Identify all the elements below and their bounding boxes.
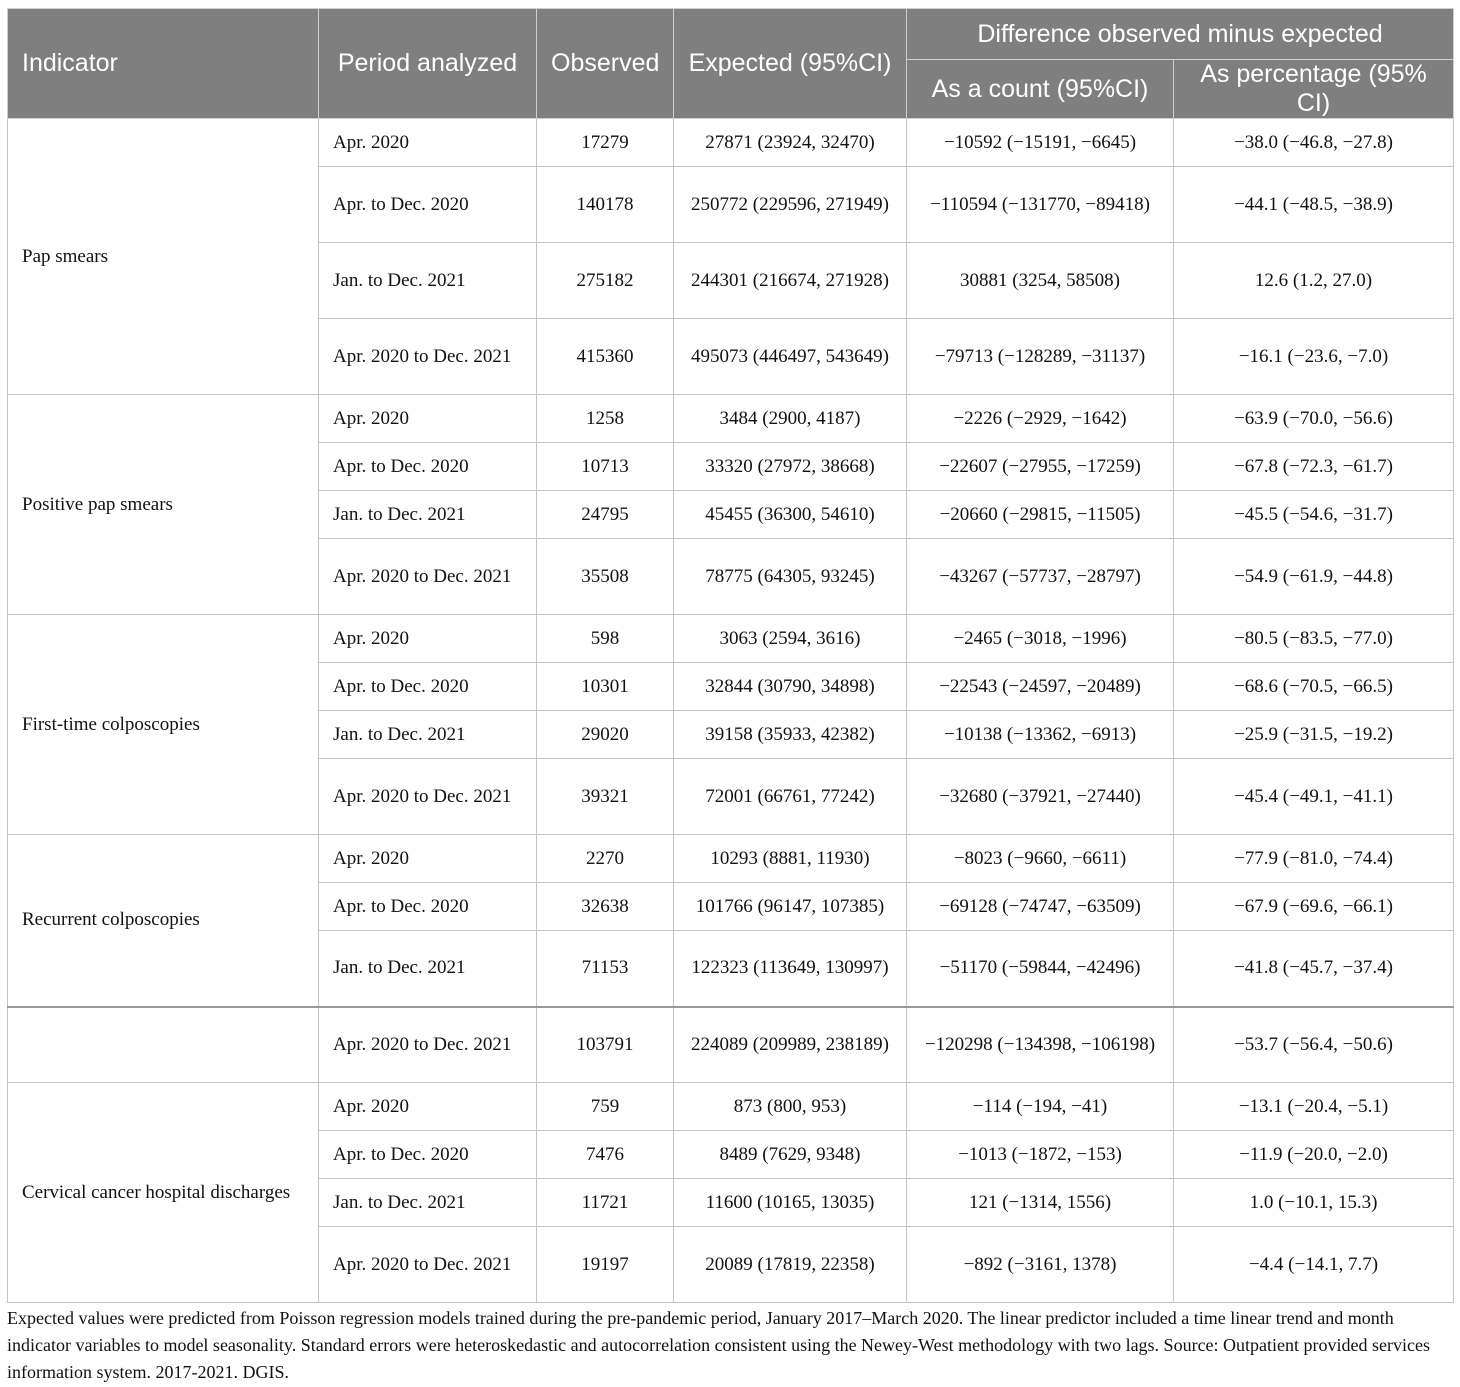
table-row xyxy=(8,615,1454,663)
period-cell: Apr. 2020 to Dec. 2021 xyxy=(319,759,537,835)
expected-cell: 33320 (27972, 38668) xyxy=(674,443,907,491)
expected-cell: 72001 (66761, 77242) xyxy=(674,759,907,835)
period-cell: Jan. to Dec. 2021 xyxy=(319,931,537,1007)
period-cell: Apr. 2020 xyxy=(319,119,537,167)
indicator-empty-cell xyxy=(8,1007,319,1083)
table-row xyxy=(8,119,1454,167)
period-cell: Apr. to Dec. 2020 xyxy=(319,443,537,491)
count-cell: −110594 (−131770, −89418) xyxy=(907,167,1174,243)
expected-cell: 78775 (64305, 93245) xyxy=(674,539,907,615)
percentage-cell: −16.1 (−23.6, −7.0) xyxy=(1174,319,1454,395)
table-row xyxy=(8,395,1454,443)
period-cell: Apr. to Dec. 2020 xyxy=(319,663,537,711)
observed-cell: 7476 xyxy=(537,1131,674,1179)
expected-cell: 32844 (30790, 34898) xyxy=(674,663,907,711)
indicator-pap-smears: Pap smears xyxy=(8,119,319,395)
period-cell: Apr. 2020 xyxy=(319,1083,537,1131)
period-cell: Apr. 2020 to Dec. 2021 xyxy=(319,1227,537,1303)
period-cell: Apr. to Dec. 2020 xyxy=(319,167,537,243)
header-count: As a count (95%CI) xyxy=(907,60,1174,119)
observed-cell: 759 xyxy=(537,1083,674,1131)
count-cell: −2226 (−2929, −1642) xyxy=(907,395,1174,443)
count-cell: −32680 (−37921, −27440) xyxy=(907,759,1174,835)
count-cell: −79713 (−128289, −31137) xyxy=(907,319,1174,395)
observed-cell: 275182 xyxy=(537,243,674,319)
expected-cell: 10293 (8881, 11930) xyxy=(674,835,907,883)
header-percentage: As percentage (95% CI) xyxy=(1174,60,1454,119)
count-cell: −10138 (−13362, −6913) xyxy=(907,711,1174,759)
percentage-cell: −25.9 (−31.5, −19.2) xyxy=(1174,711,1454,759)
percentage-cell: −53.7 (−56.4, −50.6) xyxy=(1174,1007,1454,1083)
count-cell: 121 (−1314, 1556) xyxy=(907,1179,1174,1227)
header-difference: Difference observed minus expected xyxy=(907,9,1454,60)
expected-cell: 224089 (209989, 238189) xyxy=(674,1007,907,1083)
percentage-cell: −68.6 (−70.5, −66.5) xyxy=(1174,663,1454,711)
percentage-cell: −13.1 (−20.4, −5.1) xyxy=(1174,1083,1454,1131)
percentage-cell: 12.6 (1.2, 27.0) xyxy=(1174,243,1454,319)
percentage-cell: −11.9 (−20.0, −2.0) xyxy=(1174,1131,1454,1179)
expected-cell: 39158 (35933, 42382) xyxy=(674,711,907,759)
table-row xyxy=(8,835,1454,883)
observed-cell: 24795 xyxy=(537,491,674,539)
expected-cell: 244301 (216674, 271928) xyxy=(674,243,907,319)
period-cell: Jan. to Dec. 2021 xyxy=(319,711,537,759)
results-table-container xyxy=(7,8,1453,1303)
table-row xyxy=(8,1007,1454,1083)
period-cell: Apr. 2020 xyxy=(319,615,537,663)
period-cell: Apr. 2020 xyxy=(319,835,537,883)
observed-cell: 39321 xyxy=(537,759,674,835)
observed-cell: 415360 xyxy=(537,319,674,395)
percentage-cell: −41.8 (−45.7, −37.4) xyxy=(1174,931,1454,1007)
expected-cell: 3484 (2900, 4187) xyxy=(674,395,907,443)
expected-cell: 8489 (7629, 9348) xyxy=(674,1131,907,1179)
period-cell: Apr. 2020 xyxy=(319,395,537,443)
observed-cell: 140178 xyxy=(537,167,674,243)
table-row xyxy=(8,1083,1454,1131)
expected-cell: 250772 (229596, 271949) xyxy=(674,167,907,243)
period-cell: Apr. to Dec. 2020 xyxy=(319,1131,537,1179)
count-cell: −22543 (−24597, −20489) xyxy=(907,663,1174,711)
observed-cell: 11721 xyxy=(537,1179,674,1227)
expected-cell: 873 (800, 953) xyxy=(674,1083,907,1131)
indicator-cervical-cancer-discharges: Cervical cancer hospital discharges xyxy=(8,1083,319,1303)
percentage-cell: −67.9 (−69.6, −66.1) xyxy=(1174,883,1454,931)
observed-cell: 71153 xyxy=(537,931,674,1007)
percentage-cell: −44.1 (−48.5, −38.9) xyxy=(1174,167,1454,243)
period-cell: Apr. to Dec. 2020 xyxy=(319,883,537,931)
percentage-cell: −80.5 (−83.5, −77.0) xyxy=(1174,615,1454,663)
percentage-cell: −67.8 (−72.3, −61.7) xyxy=(1174,443,1454,491)
count-cell: −8023 (−9660, −6611) xyxy=(907,835,1174,883)
count-cell: −22607 (−27955, −17259) xyxy=(907,443,1174,491)
header-period: Period analyzed xyxy=(319,9,537,119)
header-observed: Observed xyxy=(537,9,674,119)
results-table xyxy=(7,8,1454,1303)
observed-cell: 19197 xyxy=(537,1227,674,1303)
expected-cell: 495073 (446497, 543649) xyxy=(674,319,907,395)
observed-cell: 32638 xyxy=(537,883,674,931)
expected-cell: 122323 (113649, 130997) xyxy=(674,931,907,1007)
percentage-cell: 1.0 (−10.1, 15.3) xyxy=(1174,1179,1454,1227)
period-cell: Jan. to Dec. 2021 xyxy=(319,491,537,539)
count-cell: −43267 (−57737, −28797) xyxy=(907,539,1174,615)
period-cell: Jan. to Dec. 2021 xyxy=(319,243,537,319)
header-expected: Expected (95%CI) xyxy=(674,9,907,119)
observed-cell: 2270 xyxy=(537,835,674,883)
observed-cell: 1258 xyxy=(537,395,674,443)
percentage-cell: −45.4 (−49.1, −41.1) xyxy=(1174,759,1454,835)
observed-cell: 103791 xyxy=(537,1007,674,1083)
count-cell: −20660 (−29815, −11505) xyxy=(907,491,1174,539)
count-cell: −1013 (−1872, −153) xyxy=(907,1131,1174,1179)
count-cell: −120298 (−134398, −106198) xyxy=(907,1007,1174,1083)
observed-cell: 29020 xyxy=(537,711,674,759)
indicator-first-time-colposcopies: First-time colposcopies xyxy=(8,615,319,835)
period-cell: Apr. 2020 to Dec. 2021 xyxy=(319,1007,537,1083)
count-cell: −114 (−194, −41) xyxy=(907,1083,1174,1131)
observed-cell: 17279 xyxy=(537,119,674,167)
percentage-cell: −4.4 (−14.1, 7.7) xyxy=(1174,1227,1454,1303)
observed-cell: 10301 xyxy=(537,663,674,711)
count-cell: −892 (−3161, 1378) xyxy=(907,1227,1174,1303)
observed-cell: 598 xyxy=(537,615,674,663)
expected-cell: 45455 (36300, 54610) xyxy=(674,491,907,539)
expected-cell: 101766 (96147, 107385) xyxy=(674,883,907,931)
expected-cell: 11600 (10165, 13035) xyxy=(674,1179,907,1227)
percentage-cell: −54.9 (−61.9, −44.8) xyxy=(1174,539,1454,615)
count-cell: −69128 (−74747, −63509) xyxy=(907,883,1174,931)
percentage-cell: −38.0 (−46.8, −27.8) xyxy=(1174,119,1454,167)
indicator-positive-pap-smears: Positive pap smears xyxy=(8,395,319,615)
percentage-cell: −63.9 (−70.0, −56.6) xyxy=(1174,395,1454,443)
expected-cell: 20089 (17819, 22358) xyxy=(674,1227,907,1303)
count-cell: 30881 (3254, 58508) xyxy=(907,243,1174,319)
indicator-recurrent-colposcopies: Recurrent colposcopies xyxy=(8,835,319,1007)
expected-cell: 27871 (23924, 32470) xyxy=(674,119,907,167)
count-cell: −2465 (−3018, −1996) xyxy=(907,615,1174,663)
period-cell: Apr. 2020 to Dec. 2021 xyxy=(319,319,537,395)
expected-cell: 3063 (2594, 3616) xyxy=(674,615,907,663)
observed-cell: 10713 xyxy=(537,443,674,491)
table-footnote: Expected values were predicted from Poisson regression models trained during the pre-pandemic period, January 2017–March 2020. The linear predictor included a time linear trend and month indicator variables to model seasonality. Standard errors were heteroskedastic and autocorrelation consistent using the Newey-West methodology with two lags. Source: Outpatient provided services information system. 2017-2021. DGIS. xyxy=(7,1308,1430,1382)
header-indicator: Indicator xyxy=(8,9,319,119)
count-cell: −51170 (−59844, −42496) xyxy=(907,931,1174,1007)
period-cell: Jan. to Dec. 2021 xyxy=(319,1179,537,1227)
period-cell: Apr. 2020 to Dec. 2021 xyxy=(319,539,537,615)
observed-cell: 35508 xyxy=(537,539,674,615)
percentage-cell: −77.9 (−81.0, −74.4) xyxy=(1174,835,1454,883)
percentage-cell: −45.5 (−54.6, −31.7) xyxy=(1174,491,1454,539)
count-cell: −10592 (−15191, −6645) xyxy=(907,119,1174,167)
